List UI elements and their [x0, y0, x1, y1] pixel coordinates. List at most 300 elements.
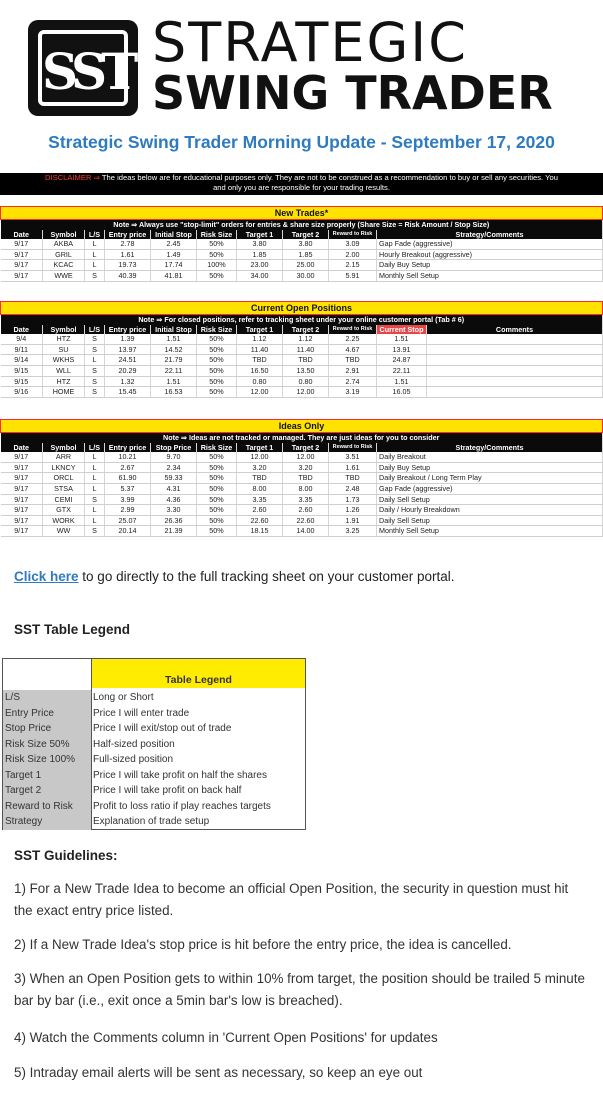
click-here-line: [14, 569, 454, 584]
table-cell: 2.00: [329, 249, 377, 260]
table-cell: 3.20: [283, 462, 329, 473]
col-stop: Initial Stop: [151, 230, 197, 240]
table-cell: 3.51: [329, 452, 377, 462]
new-trades-columns: [1, 230, 603, 240]
table-cell: TBD: [237, 355, 283, 366]
table-cell: L: [85, 462, 105, 473]
table-cell: 9/17: [1, 270, 43, 281]
col-date: Date: [1, 443, 43, 453]
table-cell: S: [85, 526, 105, 537]
table-cell: 59.33: [151, 473, 197, 484]
table-cell: L: [85, 260, 105, 271]
table-cell: 2.48: [329, 483, 377, 494]
legend-key: L/S: [3, 690, 91, 706]
table-cell: 9/17: [1, 260, 43, 271]
legend-row: [3, 737, 305, 753]
table-cell: 50%: [197, 239, 237, 249]
table-cell: 16.50: [237, 365, 283, 376]
table-cell: 2.91: [329, 365, 377, 376]
table-cell: 40.39: [105, 270, 151, 281]
legend-row: [3, 814, 305, 830]
open-positions-columns: [1, 325, 603, 335]
legend-value: Price I will enter trade: [93, 707, 190, 719]
disclaimer-text-1: The ideas below are for educational purposes only. They are not to be construed as a recommendation to buy or sell any securities. You: [101, 173, 558, 182]
col-target-1: Target 1: [237, 325, 283, 335]
table-cell: Daily Sell Setup: [377, 494, 603, 505]
legend-key: Target 2: [3, 783, 91, 799]
table-row: [1, 249, 603, 260]
comments-cell: [427, 376, 603, 387]
col-target-2: Target 2: [283, 230, 329, 240]
table-cell: 100%: [197, 260, 237, 271]
col-stop-price: Stop Price: [151, 443, 197, 453]
col-reward-risk: Reward to Risk: [329, 230, 377, 240]
table-cell: GTX: [43, 505, 85, 516]
table-cell: 22.11: [377, 365, 427, 376]
table-cell: 9/17: [1, 452, 43, 462]
sst-logo-mark: [28, 20, 138, 116]
click-here-text: to go directly to the full tracking sheet on your customer portal.: [78, 569, 455, 584]
ideas-heading: Ideas Only: [1, 420, 603, 433]
col-ls: L/S: [85, 230, 105, 240]
table-cell: 2.99: [105, 505, 151, 516]
table-cell: 1.12: [237, 334, 283, 344]
table-cell: 9/15: [1, 376, 43, 387]
col-reward-risk: Reward to Risk: [329, 325, 377, 335]
guideline-4: 4) Watch the Comments column in 'Current Open Positions' for updates: [14, 1030, 438, 1045]
table-cell: 1.39: [105, 334, 151, 344]
table-cell: S: [85, 334, 105, 344]
table-cell: Daily Buy Setup: [377, 462, 603, 473]
table-cell: 23.00: [237, 260, 283, 271]
comments-cell: [427, 365, 603, 376]
table-legend: [2, 658, 306, 830]
table-cell: WKHS: [43, 355, 85, 366]
legend-value: Price I will take profit on back half: [93, 785, 242, 796]
table-cell: 22.60: [237, 515, 283, 526]
table-cell: 2.34: [151, 462, 197, 473]
table-row: [1, 462, 603, 473]
new-trades-heading: New Trades*: [1, 207, 603, 220]
table-cell: TBD: [283, 473, 329, 484]
table-cell: 1.73: [329, 494, 377, 505]
table-cell: Gap Fade (aggressive): [377, 483, 603, 494]
col-entry: Entry price: [105, 325, 151, 335]
table-cell: Monthly Sell Setup: [377, 270, 603, 281]
table-cell: 12.00: [283, 387, 329, 398]
table-cell: 16.53: [151, 387, 197, 398]
disclaimer-bar: [0, 173, 603, 195]
table-cell: 50%: [197, 376, 237, 387]
table-cell: Daily Breakout / Long Term Play: [377, 473, 603, 484]
col-target-2: Target 2: [283, 325, 329, 335]
table-cell: 14.52: [151, 344, 197, 355]
table-cell: 9/17: [1, 462, 43, 473]
col-risk: Risk Size: [197, 325, 237, 335]
table-cell: 50%: [197, 515, 237, 526]
table-cell: 22.11: [151, 365, 197, 376]
table-cell: 8.00: [283, 483, 329, 494]
legend-value: Full-sized position: [93, 754, 174, 765]
legend-title: Table Legend: [165, 674, 232, 686]
table-cell: Gap Fade (aggressive): [377, 239, 603, 249]
table-cell: 50%: [197, 334, 237, 344]
table-cell: LKNCY: [43, 462, 85, 473]
table-cell: 2.60: [283, 505, 329, 516]
open-positions-note: Note ⇒ For closed positions, refer to tracking sheet under your online customer portal (Tab # 6): [1, 315, 603, 325]
table-cell: 9/17: [1, 473, 43, 484]
table-cell: 2.67: [105, 462, 151, 473]
table-cell: 1.91: [329, 515, 377, 526]
table-cell: 1.51: [377, 334, 427, 344]
table-cell: 19.73: [105, 260, 151, 271]
legend-value: Profit to loss ratio if play reaches targets: [93, 800, 271, 812]
new-trades-rows: [1, 239, 603, 281]
table-cell: TBD: [237, 473, 283, 484]
table-cell: TBD: [329, 473, 377, 484]
table-row: [1, 239, 603, 249]
table-cell: Daily Breakout: [377, 452, 603, 462]
table-cell: Hourly Breakout (aggressive): [377, 249, 603, 260]
disclaimer-text-2: and only you are responsible for your trading results.: [213, 183, 390, 192]
table-cell: 1.12: [283, 334, 329, 344]
table-cell: 50%: [197, 365, 237, 376]
brand-line-2: SWING TRADER: [152, 66, 553, 120]
table-cell: 10.21: [105, 452, 151, 462]
table-cell: S: [85, 376, 105, 387]
table-cell: 2.25: [329, 334, 377, 344]
table-cell: 14.00: [283, 526, 329, 537]
table-cell: 16.05: [377, 387, 427, 398]
legend-key: Reward to Risk: [3, 799, 91, 815]
new-trades-note: Note ⇒ Always use "stop-limit" orders for entries & share size properly (Share Size = Risk Amount / Stop Size): [1, 220, 603, 230]
table-cell: 15.45: [105, 387, 151, 398]
table-cell: 3.20: [237, 462, 283, 473]
table-cell: 50%: [197, 270, 237, 281]
legend-row: [3, 721, 305, 737]
table-cell: 5.37: [105, 483, 151, 494]
click-here-link[interactable]: Click here: [14, 569, 79, 584]
table-cell: 1.51: [151, 376, 197, 387]
col-symbol: Symbol: [43, 325, 85, 335]
table-cell: CEMI: [43, 494, 85, 505]
brand-line-1: STRATEGIC: [152, 11, 468, 74]
table-row: [1, 344, 603, 355]
open-positions-rows: [1, 334, 603, 397]
col-risk: Risk Size: [197, 443, 237, 453]
table-cell: TBD: [329, 355, 377, 366]
table-cell: 3.80: [283, 239, 329, 249]
table-cell: HTZ: [43, 334, 85, 344]
col-strategy: Strategy/Comments: [377, 443, 603, 453]
table-cell: 9/17: [1, 505, 43, 516]
legend-heading: SST Table Legend: [14, 622, 131, 637]
table-cell: ARR: [43, 452, 85, 462]
legend-row: [3, 752, 305, 768]
table-cell: 3.09: [329, 239, 377, 249]
table-cell: 1.61: [329, 462, 377, 473]
table-cell: 1.51: [377, 376, 427, 387]
table-cell: 3.25: [329, 526, 377, 537]
table-cell: 50%: [197, 249, 237, 260]
table-cell: 5.91: [329, 270, 377, 281]
table-cell: WW: [43, 526, 85, 537]
table-cell: 9/11: [1, 344, 43, 355]
table-cell: 11.40: [237, 344, 283, 355]
legend-row: [3, 690, 305, 706]
table-cell: 3.99: [105, 494, 151, 505]
table-cell: 9.70: [151, 452, 197, 462]
table-row: [1, 365, 603, 376]
guideline-3: 3) When an Open Position gets to within 10% from target, the position should be trailed 5 minute bar by bar (i.e., exit once a 5min bar's low is breached).: [14, 971, 585, 1008]
table-cell: 20.29: [105, 365, 151, 376]
table-cell: 34.00: [237, 270, 283, 281]
table-cell: 9/4: [1, 334, 43, 344]
col-target-1: Target 1: [237, 443, 283, 453]
table-cell: 13.91: [377, 344, 427, 355]
table-cell: 12.00: [283, 452, 329, 462]
ideas-note: Note ⇒ Ideas are not tracked or managed. They are just ideas for you to consider: [1, 433, 603, 443]
page-title: Strategic Swing Trader Morning Update - September 17, 2020: [48, 132, 555, 152]
col-current-stop: Current Stop: [377, 325, 427, 335]
table-cell: 3.35: [237, 494, 283, 505]
col-ls: L/S: [85, 325, 105, 335]
table-row: [1, 260, 603, 271]
legend-row: [3, 783, 305, 799]
table-cell: Daily / Hourly Breakdown: [377, 505, 603, 516]
table-row: [1, 526, 603, 537]
table-row: [1, 334, 603, 344]
table-row: [1, 515, 603, 526]
table-cell: 13.97: [105, 344, 151, 355]
ideas-columns: [1, 443, 603, 453]
table-row: [1, 270, 603, 281]
table-cell: 4.67: [329, 344, 377, 355]
table-cell: GRIL: [43, 249, 85, 260]
table-cell: 26.36: [151, 515, 197, 526]
table-cell: L: [85, 452, 105, 462]
legend-key: Entry Price: [3, 706, 91, 722]
table-row: [1, 505, 603, 516]
comments-cell: [427, 387, 603, 398]
table-cell: 0.80: [283, 376, 329, 387]
table-cell: 50%: [197, 344, 237, 355]
col-date: Date: [1, 325, 43, 335]
table-cell: 9/17: [1, 249, 43, 260]
ideas-rows: [1, 452, 603, 536]
table-cell: 2.15: [329, 260, 377, 271]
table-cell: 8.00: [237, 483, 283, 494]
table-cell: 4.31: [151, 483, 197, 494]
table-cell: S: [85, 344, 105, 355]
table-cell: 24.87: [377, 355, 427, 366]
table-cell: 50%: [197, 355, 237, 366]
guideline-2: 2) If a New Trade Idea's stop price is hit before the entry price, the idea is cancelled.: [14, 937, 512, 952]
table-cell: 2.74: [329, 376, 377, 387]
table-cell: 9/15: [1, 365, 43, 376]
arrow-icon: ⇒: [93, 173, 100, 182]
legend-key: Risk Size 50%: [3, 737, 91, 753]
table-cell: HTZ: [43, 376, 85, 387]
legend-value: Price I will take profit on half the shares: [93, 769, 267, 781]
comments-cell: [427, 355, 603, 366]
comments-cell: [427, 344, 603, 355]
table-cell: 25.07: [105, 515, 151, 526]
table-cell: 1.26: [329, 505, 377, 516]
table-cell: 3.30: [151, 505, 197, 516]
table-cell: L: [85, 249, 105, 260]
table-cell: 9/17: [1, 483, 43, 494]
table-cell: L: [85, 505, 105, 516]
table-cell: Daily Sell Setup: [377, 515, 603, 526]
col-ls: L/S: [85, 443, 105, 453]
ideas-table: [0, 419, 603, 537]
table-cell: TBD: [283, 355, 329, 366]
table-row: [1, 494, 603, 505]
table-cell: L: [85, 355, 105, 366]
table-cell: 1.85: [283, 249, 329, 260]
col-target-2: Target 2: [283, 443, 329, 453]
table-cell: KCAC: [43, 260, 85, 271]
table-cell: 1.85: [237, 249, 283, 260]
table-cell: 3.19: [329, 387, 377, 398]
table-cell: 4.36: [151, 494, 197, 505]
new-trades-table: [0, 206, 603, 282]
legend-value: Explanation of trade setup: [93, 816, 210, 827]
col-reward-risk: Reward to Risk: [329, 443, 377, 453]
legend-row: [3, 706, 305, 722]
table-row: [1, 452, 603, 462]
table-cell: 1.32: [105, 376, 151, 387]
table-cell: 50%: [197, 452, 237, 462]
open-positions-heading: Current Open Positions: [1, 302, 603, 315]
table-cell: S: [85, 365, 105, 376]
table-cell: 20.14: [105, 526, 151, 537]
table-cell: 1.49: [151, 249, 197, 260]
table-cell: WORK: [43, 515, 85, 526]
table-cell: 2.60: [237, 505, 283, 516]
col-symbol: Symbol: [43, 230, 85, 240]
col-comments: Comments: [427, 325, 603, 335]
col-symbol: Symbol: [43, 443, 85, 453]
table-cell: AKBA: [43, 239, 85, 249]
table-cell: 3.35: [283, 494, 329, 505]
table-cell: 22.60: [283, 515, 329, 526]
legend-key: Strategy: [3, 814, 91, 830]
comments-cell: [427, 334, 603, 344]
brand-logo: [28, 11, 588, 120]
table-cell: 9/17: [1, 515, 43, 526]
table-row: [1, 376, 603, 387]
table-cell: S: [85, 270, 105, 281]
table-cell: WWE: [43, 270, 85, 281]
table-cell: HOME: [43, 387, 85, 398]
col-risk: Risk Size: [197, 230, 237, 240]
col-entry: Entry price: [105, 230, 151, 240]
table-row: [1, 483, 603, 494]
table-cell: 50%: [197, 473, 237, 484]
table-cell: 9/17: [1, 494, 43, 505]
table-cell: L: [85, 483, 105, 494]
table-cell: 2.78: [105, 239, 151, 249]
legend-row: [3, 799, 305, 815]
table-cell: L: [85, 473, 105, 484]
table-cell: SU: [43, 344, 85, 355]
table-cell: Daily Buy Setup: [377, 260, 603, 271]
table-cell: 50%: [197, 494, 237, 505]
table-cell: 21.39: [151, 526, 197, 537]
table-cell: STSA: [43, 483, 85, 494]
table-cell: 1.61: [105, 249, 151, 260]
table-row: [1, 473, 603, 484]
table-cell: 50%: [197, 387, 237, 398]
table-cell: 0.80: [237, 376, 283, 387]
legend-key: Target 1: [3, 768, 91, 784]
table-cell: 17.74: [151, 260, 197, 271]
table-cell: L: [85, 239, 105, 249]
table-cell: 21.79: [151, 355, 197, 366]
guideline-1: 1) For a New Trade Idea to become an official Open Position, the security in question must hit the exact entry price listed.: [14, 881, 569, 918]
legend-key: Risk Size 100%: [3, 752, 91, 768]
table-cell: 9/17: [1, 239, 43, 249]
table-cell: 2.45: [151, 239, 197, 249]
table-cell: 12.00: [237, 387, 283, 398]
logo-mark-text: SST: [42, 42, 133, 101]
guidelines-heading: SST Guidelines:: [14, 848, 118, 863]
legend-value: Long or Short: [93, 692, 154, 703]
table-cell: 9/16: [1, 387, 43, 398]
table-cell: 1.51: [151, 334, 197, 344]
col-target-1: Target 1: [237, 230, 283, 240]
table-cell: 12.00: [237, 452, 283, 462]
table-cell: L: [85, 515, 105, 526]
table-cell: 30.00: [283, 270, 329, 281]
table-cell: Monthly Sell Setup: [377, 526, 603, 537]
table-row: [1, 355, 603, 366]
table-cell: 9/14: [1, 355, 43, 366]
guideline-5: 5) Intraday email alerts will be sent as necessary, so keep an eye out: [14, 1065, 423, 1080]
col-stop: Initial Stop: [151, 325, 197, 335]
table-cell: 50%: [197, 505, 237, 516]
legend-value: Half-sized position: [93, 738, 175, 750]
table-cell: S: [85, 494, 105, 505]
table-cell: WLL: [43, 365, 85, 376]
legend-row: [3, 768, 305, 784]
table-cell: S: [85, 387, 105, 398]
table-cell: 25.00: [283, 260, 329, 271]
disclaimer-label: DISCLAIMER: [45, 173, 92, 182]
table-cell: 50%: [197, 483, 237, 494]
table-cell: 24.51: [105, 355, 151, 366]
table-cell: 13.50: [283, 365, 329, 376]
col-date: Date: [1, 230, 43, 240]
table-cell: 50%: [197, 462, 237, 473]
table-cell: 11.40: [283, 344, 329, 355]
legend-key: Stop Price: [3, 721, 91, 737]
table-cell: 9/17: [1, 526, 43, 537]
legend-value: Price I will exit/stop out of trade: [93, 723, 232, 734]
table-row: [1, 387, 603, 398]
table-cell: ORCL: [43, 473, 85, 484]
col-entry: Entry price: [105, 443, 151, 453]
table-cell: 50%: [197, 526, 237, 537]
table-cell: 41.81: [151, 270, 197, 281]
table-cell: 61.90: [105, 473, 151, 484]
table-cell: 18.15: [237, 526, 283, 537]
open-positions-table: [0, 301, 603, 398]
col-strategy: Strategy/Comments: [377, 230, 603, 240]
table-cell: 3.80: [237, 239, 283, 249]
